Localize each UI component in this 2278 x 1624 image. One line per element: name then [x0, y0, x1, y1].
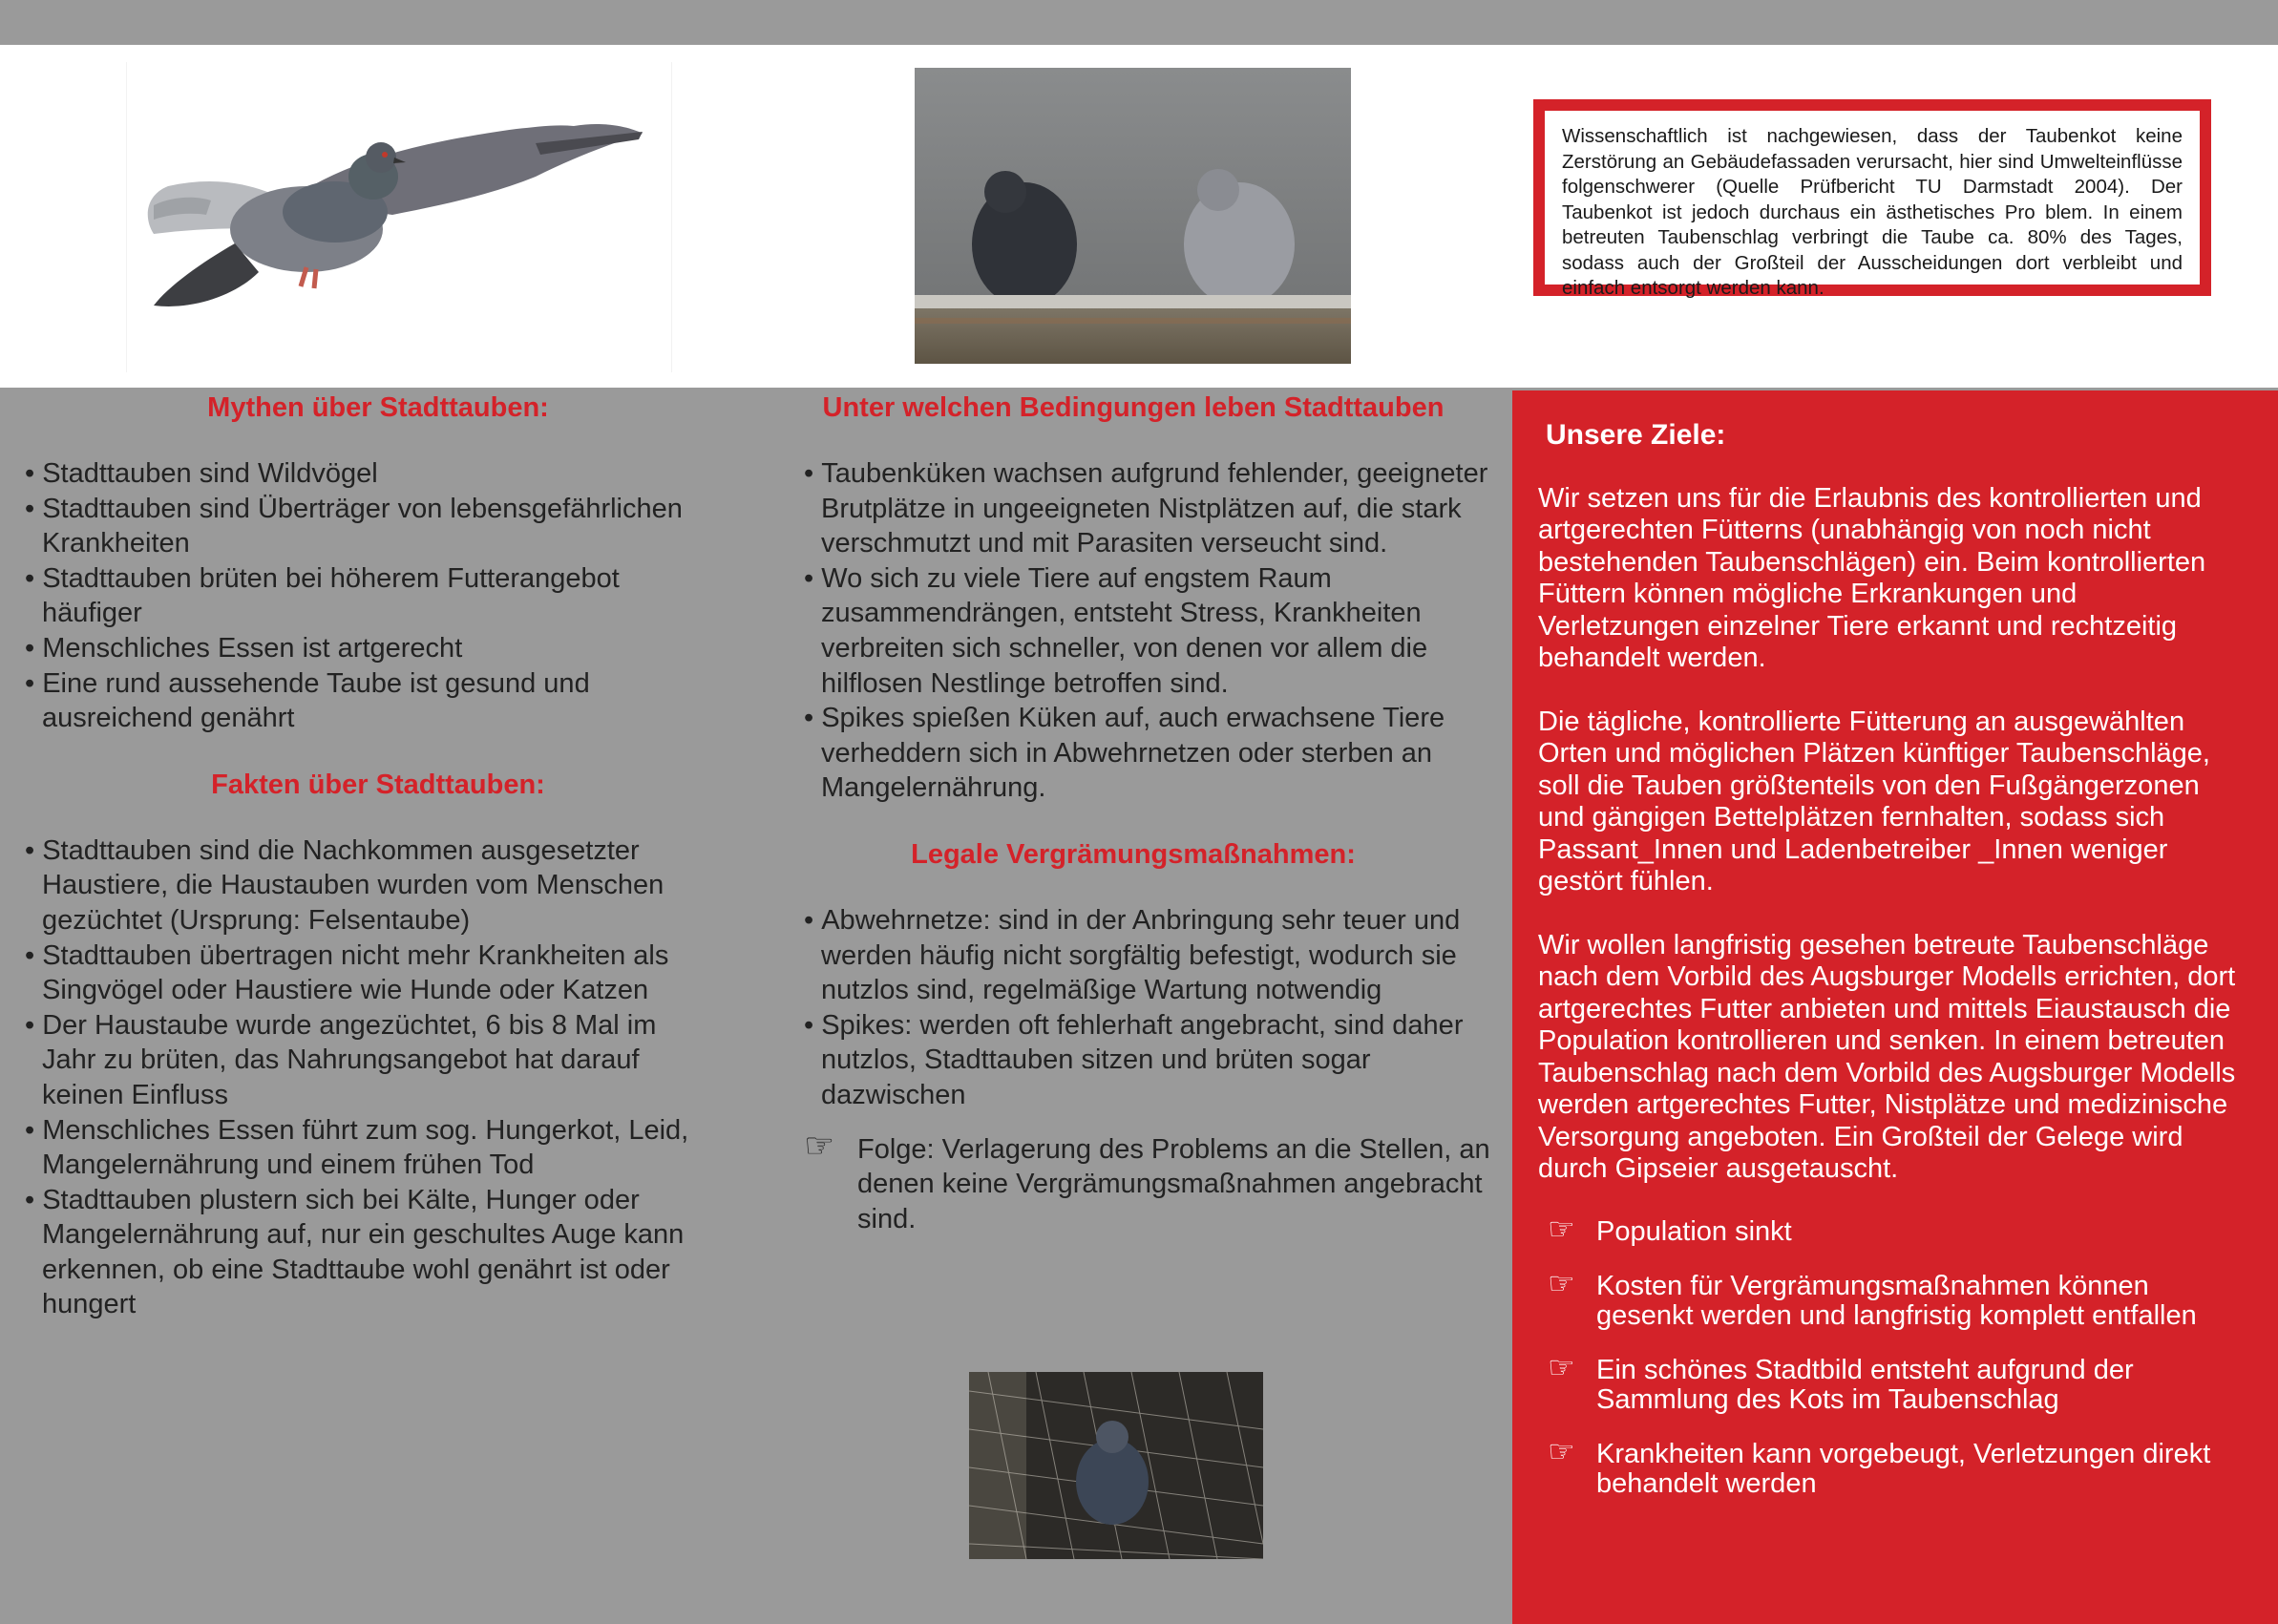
- middle-column: [804, 386, 1491, 1236]
- goals-heading: Unsere Ziele:: [1546, 419, 1726, 451]
- facts-heading: Fakten über Stadttauben:: [211, 769, 545, 800]
- list-item: • Stadttauben übertragen nicht mehr Krankheiten als Singvögel oder Haustiere wie Hunde oder Katzen: [25, 939, 693, 1008]
- list-item: • Stadttauben plustern sich bei Kälte, Hunger oder Mangelernährung auf, nur ein geschultes Auge kann erkennen, ob eine Stadttaube wohl genährt ist oder hungert: [25, 1183, 693, 1322]
- measures-heading: Legale Vergrämungsmaßnahmen:: [911, 838, 1356, 870]
- goals-paragraph: Wir setzen uns für die Erlaubnis des kontrollierten und artgerechten Fütterns (unabhängig von noch nicht bestehenden Taubenschlägen) ein. Beim kontrollierten Füttern können mögliche Erkrankungen und Verletzungen einzelner Tiere erkannt und rechtzeitig behandelt werden.: [1538, 482, 2206, 673]
- facts-list: [25, 833, 693, 1322]
- goal-text: Krankheiten kann vorgebeugt, Verletzungen direkt behandelt werden: [1596, 1438, 2211, 1499]
- quote-box: Wissenschaftlich ist nachgewiesen, dass der Taubenkot keine Zerstörung an Gebäudefassaden verursacht, hier sind Umwelteinflüsse folgenschwerer (Quelle Prüfbericht TU Darmstadt 2004). Der Taubenkot ist jedoch durchaus ein ästhetisches Pro blem. In einem betreuten Taubenschlag verbringt die Taube ca. 80% des Tages, sodass auch der Großteil der Ausscheidungen dort verbleibt und einfach entsorgt werden kann.: [1533, 99, 2211, 296]
- list-item: • Spikes spießen Küken auf, auch erwachsene Tiere verheddern sich in Abwehrnetzen oder sterben an Mangelernährung.: [804, 701, 1491, 806]
- goal-text: Kosten für Vergrämungsmaßnahmen können gesenkt werden und langfristig komplett entfallen: [1596, 1270, 2197, 1331]
- myths-heading: Mythen über Stadttauben:: [207, 392, 549, 423]
- list-item: • Menschliches Essen ist artgerecht: [25, 631, 693, 666]
- flying-pigeon-photo: [126, 62, 672, 372]
- list-item: • Menschliches Essen führt zum sog. Hungerkot, Leid, Mangelernährung und einem frühen Tod: [25, 1113, 693, 1183]
- left-column: [25, 386, 693, 1322]
- goal-text: Ein schönes Stadtbild entsteht aufgrund der Sammlung des Kots im Taubenschlag: [1596, 1354, 2134, 1415]
- list-item: • Spikes: werden oft fehlerhaft angebracht, sind daher nutzlos, Stadttauben sitzen und brüten sogar dazwischen: [804, 1008, 1491, 1113]
- conditions-list: [804, 456, 1491, 806]
- goals-panel: [1512, 390, 2278, 1624]
- pointing-hand-icon: ☞: [804, 1125, 835, 1165]
- list-item: • Stadttauben brüten bei höherem Futterangebot häufiger: [25, 561, 693, 631]
- pigeon-in-net-photo: [969, 1372, 1263, 1559]
- goals-paragraph: Die tägliche, kontrollierte Fütterung an ausgewählten Orten und möglichen Plätzen künftiger Taubenschläge, soll die Tauben größtenteils von den Fußgängerzonen und gängigen Bettelplätzen fernhalten, sodass sich Passant_Innen und Ladenbetreiber _Innen weniger gestört fühlen.: [1538, 706, 2210, 896]
- goal-item: [1538, 1433, 2245, 1499]
- goals-paragraph: Wir wollen langfristig gesehen betreute Taubenschläge nach dem Vorbild des Augsburger Modells errichten, dort artgerechtes Futter anbieten und mittels Eiaustausch die Population kontrollieren und senken. In einem betreuten Taubenschlag nach dem Vorbild des Augsburger Modells werden artgerechtes Futter, Nistplätze und medizinische Versorgung angeboten. Ein Großteil der Gelege wird durch Gipseier ausgetauscht.: [1538, 929, 2236, 1184]
- goal-item: [1538, 1265, 2245, 1331]
- list-item: • Abwehrnetze: sind in der Anbringung sehr teuer und werden häufig nicht sorgfältig befestigt, wodurch sie nutzlos sind, regelmäßige Wartung notwendig: [804, 903, 1491, 1008]
- pointing-hand-icon: ☞: [1548, 1265, 1575, 1300]
- conditions-heading: Unter welchen Bedingungen leben Stadttauben: [822, 392, 1445, 423]
- pointing-hand-icon: ☞: [1548, 1349, 1575, 1384]
- list-item: • Stadttauben sind die Nachkommen ausgesetzter Haustiere, die Haustauben wurden vom Menschen gezüchtet (Ursprung: Felsentaube): [25, 833, 693, 939]
- consequence-note: [804, 1125, 1491, 1237]
- list-item: • Wo sich zu viele Tiere auf engstem Raum zusammendrängen, entsteht Stress, Krankheiten verbreiten sich schneller, von denen vor allem die hilflosen Nestlinge betroffen sind.: [804, 561, 1491, 701]
- goal-item: [1538, 1349, 2245, 1415]
- list-item: • Taubenküken wachsen aufgrund fehlender, geeigneter Brutplätze in ungeeigneten Nistplätzen auf, die stark verschmutzt und mit Parasiten verseucht sind.: [804, 456, 1491, 561]
- goal-text: Population sinkt: [1596, 1215, 1792, 1247]
- pigeons-on-ledge-photo: [915, 68, 1351, 364]
- list-item: • Der Haustaube wurde angezüchtet, 6 bis 8 Mal im Jahr zu brüten, das Nahrungsangebot hat darauf keinen Einfluss: [25, 1008, 693, 1113]
- myths-list: [25, 456, 693, 736]
- pointing-hand-icon: ☞: [1548, 1211, 1575, 1246]
- measures-list: [804, 903, 1491, 1113]
- top-band: [0, 0, 2278, 45]
- list-item: • Stadttauben sind Wildvögel: [25, 456, 693, 492]
- consequence-text: Folge: Verlagerung des Problems an die Stellen, an denen keine Vergrämungsmaßnahmen angebracht sind.: [857, 1133, 1490, 1234]
- list-item: • Eine rund aussehende Taube ist gesund und ausreichend genährt: [25, 666, 693, 736]
- list-item: • Stadttauben sind Überträger von lebensgefährlichen Krankheiten: [25, 492, 693, 561]
- pointing-hand-icon: ☞: [1548, 1433, 1575, 1468]
- goal-item: [1538, 1211, 2245, 1247]
